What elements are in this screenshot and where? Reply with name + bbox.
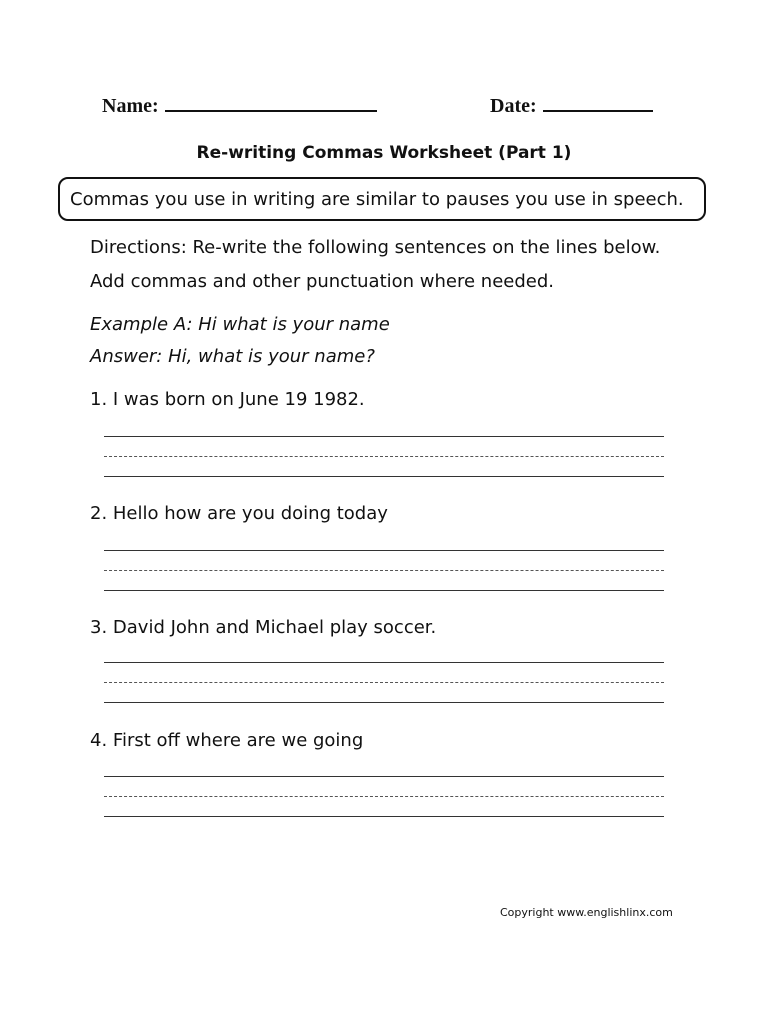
answer-lines-1[interactable] [104,436,664,480]
name-field[interactable] [102,92,377,118]
example-prompt: Example A: Hi what is your name [90,314,390,335]
answer-line-baseline [104,590,664,591]
name-label: Name: [102,95,159,117]
name-blank-line[interactable] [165,92,377,112]
question-3: 3. David John and Michael play soccer. [90,617,437,638]
answer-line-midline [104,456,664,457]
date-label: Date: [490,95,537,117]
copyright-notice: Copyright www.englishlinx.com [500,906,673,919]
directions-line-1: Directions: Re-write the following sentences on the lines below. [90,237,661,258]
answer-line-baseline [104,476,664,477]
answer-line-top [104,436,664,437]
answer-lines-4[interactable] [104,776,664,820]
question-4: 4. First off where are we going [90,730,364,751]
answer-line-baseline [104,702,664,703]
example-block [90,309,390,373]
tip-box [58,177,706,221]
date-field[interactable] [490,92,653,118]
worksheet-title: Re-writing Commas Worksheet (Part 1) [196,143,572,163]
directions [90,231,660,299]
answer-lines-2[interactable] [104,550,664,594]
answer-line-midline [104,570,664,571]
answer-line-baseline [104,816,664,817]
question-2: 2. Hello how are you doing today [90,503,388,524]
answer-lines-3[interactable] [104,662,664,706]
question-1: 1. I was born on June 19 1982. [90,389,365,410]
answer-line-top [104,550,664,551]
example-answer: Answer: Hi, what is your name? [90,346,375,367]
directions-line-2: Add commas and other punctuation where needed. [90,271,554,292]
answer-line-top [104,662,664,663]
answer-line-midline [104,796,664,797]
date-blank-line[interactable] [543,92,653,112]
answer-line-top [104,776,664,777]
answer-line-midline [104,682,664,683]
tip-text: Commas you use in writing are similar to pauses you use in speech. [70,188,684,210]
